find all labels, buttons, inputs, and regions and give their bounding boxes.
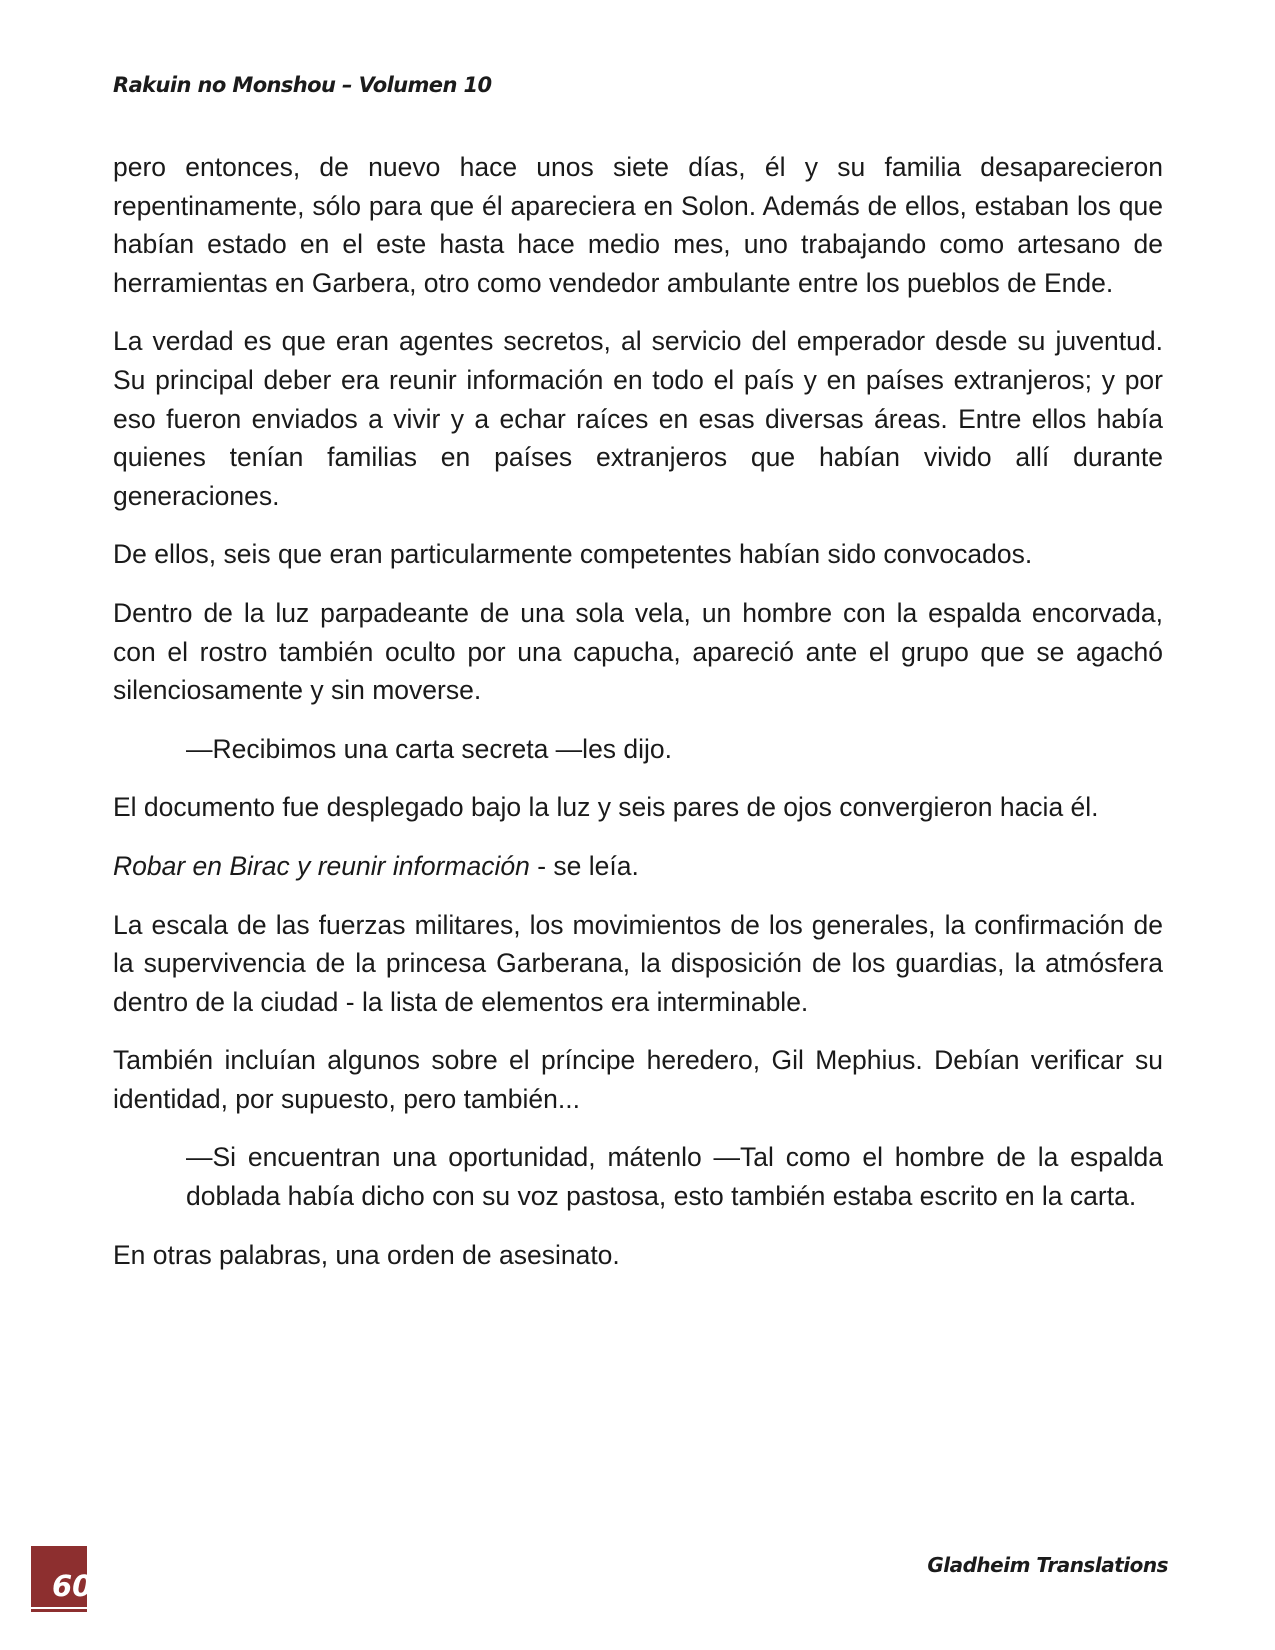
dialogue-paragraph: —Si encuentran una oportunidad, mátenlo —Tal como el hombre de la espalda doblada había dicho con su voz pastosa, esto también estaba escrito en la carta. [186,1142,1163,1212]
page-body [113,148,1163,1294]
paragraph: pero entonces, de nuevo hace unos siete días, él y su familia desaparecieron repentinamente, sólo para que él apareciera en Solon. Además de ellos, estaban los que habían estado en el este hasta hace medio mes, uno trabajando como artesano de herramientas en Garbera, otro como vendedor ambulante entre los pueblos de Ende. [113,152,1163,298]
paragraph: De ellos, seis que eran particularmente competentes habían sido convocados. [113,539,1033,570]
page-number: 60 [52,1569,93,1603]
running-header: Rakuin no Monshou – Volumen 10 [113,73,492,97]
page-number-underline [31,1607,87,1609]
quote-tail: - se leía. [529,850,639,881]
italic-quote: Robar en Birac y reunir información [113,850,530,881]
paragraph: El documento fue desplegado bajo la luz y seis pares de ojos convergieron hacia él. [113,792,1099,823]
paragraph: La escala de las fuerzas militares, los movimientos de los generales, la confirmación de la supervivencia de la princesa Garberana, la disposición de los guardias, la atmósfera dentro de la ciudad - la lista de elementos era interminable. [113,909,1163,1017]
paragraph: En otras palabras, una orden de asesinato. [113,1239,620,1270]
footer-credit: Gladheim Translations [927,1553,1168,1577]
paragraph: También incluían algunos sobre el príncipe heredero, Gil Mephius. Debían verificar su identidad, por supuesto, pero también... [113,1045,1163,1114]
paragraph: Dentro de la luz parpadeante de una sola vela, un hombre con la espalda encorvada, con el rostro también oculto por una capucha, apareció ante el grupo que se agachó silenciosamente y sin moverse. [113,597,1163,706]
paragraph-quote [113,847,1163,886]
dialogue-paragraph: —Recibimos una carta secreta —les dijo. [186,733,673,764]
paragraph: La verdad es que eran agentes secretos, al servicio del emperador desde su juventud. Su principal deber era reunir información en todo el país y en países extranjeros; y por eso fueron enviados a vivir y a echar raíces en esas diversas áreas. Entre ellos había quienes tenían familias en países extranjeros que habían vivido allí durante generaciones. [113,326,1163,511]
